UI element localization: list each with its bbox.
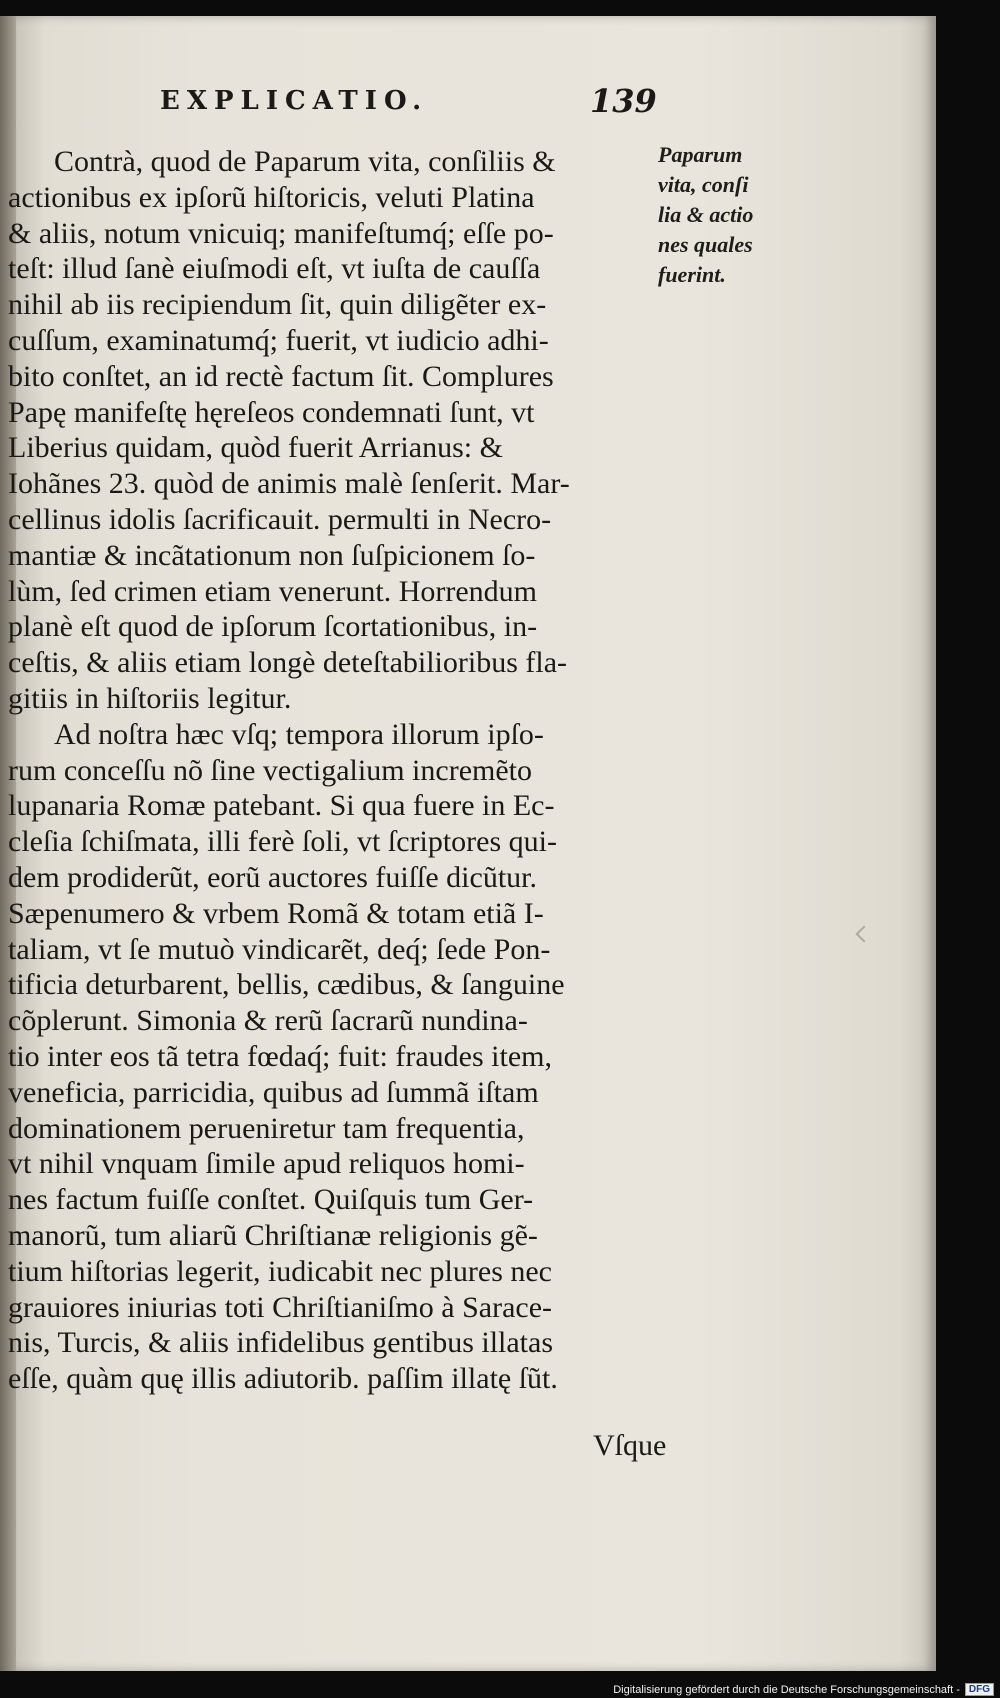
text-line: teſt: illud ſanè eiuſmodi eſt, vt iuſta de cauſſa (8, 252, 541, 286)
dfg-logo-icon: DFG (965, 1683, 994, 1696)
text-line: nes factum fuiſſe conſtet. Quiſquis tum Ger- (8, 1183, 534, 1217)
text-line: lùm, ſed crimen etiam venerunt. Horrendum (8, 574, 537, 608)
text-line: gitiis in hiſtoriis legitur. (8, 681, 292, 715)
text-line: & aliis, notum vnicuiq; manifeſtumq́; eſſe po- (8, 216, 554, 250)
credit-text: Digitalisierung gefördert durch die Deutsche Forschungsgemeinschaft - (613, 1683, 960, 1696)
text-line: nihil ab iis recipiendum ſit, quin diligẽter ex- (8, 288, 547, 322)
text-line: ceſtis, & aliis etiam longè deteſtabilioribus fla- (8, 646, 568, 680)
text-line: actionibus ex ipſorũ hiſtoricis, veluti Platina (8, 180, 535, 214)
text-line: mantiæ & incãtationum non ſuſpicionem ſo- (8, 538, 536, 572)
text-line: manorũ, tum aliarũ Chriſtianæ religionis gẽ- (8, 1218, 538, 1252)
text-line: eſſe, quàm quę illis adiutorib. paſſim illatę ſũt. (8, 1362, 558, 1396)
text-line: veneficia, parricidia, quibus ad ſummã iſtam (8, 1075, 539, 1109)
page-number: 139 (590, 82, 657, 120)
page-header (160, 82, 660, 126)
page-mark-icon (856, 926, 873, 943)
text-line: cleſia ſchiſmata, illi ferè ſoli, vt ſcriptores qui- (8, 825, 557, 859)
body-text (8, 144, 663, 1397)
text-line: Sæpenumero & vrbem Romã & totam etiã I- (8, 896, 544, 930)
text-line: planè eſt quod de ipſorum ſcortationibus, in- (8, 610, 538, 644)
text-line: tium hiſtorias legerit, iudicabit nec plures nec (8, 1254, 552, 1288)
text-line: Papę manifeſtę hęreſeos condemnati ſunt, vt (8, 395, 535, 429)
text-line: tificia deturbarent, bellis, cædibus, & ſanguine (8, 968, 565, 1002)
marginal-note-line: vita, conſi (658, 172, 749, 197)
marginal-note-line: lia & actio (658, 202, 754, 227)
running-head: EXPLICATIO. (160, 86, 429, 116)
text-line: nis, Turcis, & aliis infidelibus gentibus illatas (8, 1326, 554, 1360)
text-line: Contrà, quod de Paparum vita, conſiliis & (54, 145, 556, 178)
text-line: grauiores iniurias toti Chriſtianiſmo à Sarace- (8, 1290, 553, 1324)
text-line: taliam, vt ſe mutuò vindicarẽt, deq́; ſede Pon- (8, 932, 551, 966)
marginal-note-line: fuerint. (658, 262, 726, 287)
text-line: cuſſum, examinatumq́; fuerit, vt iudicio adhi- (8, 323, 549, 357)
text-line: lupanaria Romæ patebant. Si qua fuere in Ec- (8, 789, 555, 823)
marginal-note-line: nes quales (658, 232, 753, 257)
digitization-credit (613, 1683, 994, 1696)
marginal-note-line: Paparum (658, 142, 743, 167)
text-line: tio inter eos tã tetra fœdaq́; fuit: fraudes item, (8, 1039, 552, 1073)
marginal-note (658, 140, 808, 290)
text-line: vt nihil vnquam ſimile apud reliquos homi- (8, 1147, 525, 1181)
text-line: cellinus idolis ſacrificauit. permulti in Necro- (8, 502, 552, 536)
book-page (0, 16, 936, 1671)
text-line: dem prodiderũt, eorũ auctores fuiſſe dicũtur. (8, 860, 537, 894)
text-line: cõplerunt. Simonia & rerũ ſacrarũ nundina- (8, 1004, 528, 1038)
text-line: Iohãnes 23. quòd de animis malè ſenſerit. Mar- (8, 467, 570, 501)
text-line: dominationem perueniretur tam frequentia, (8, 1111, 525, 1145)
text-line: rum conceſſu nõ ſine vectigalium incremẽto (8, 753, 532, 787)
catchword: Vſque (593, 1429, 667, 1462)
text-line: Liberius quidam, quòd fuerit Arrianus: & (8, 431, 503, 465)
text-line: bito conſtet, an id rectè factum ſit. Complures (8, 359, 554, 393)
text-line: Ad noſtra hæc vſq; tempora illorum ipſo- (54, 717, 544, 751)
